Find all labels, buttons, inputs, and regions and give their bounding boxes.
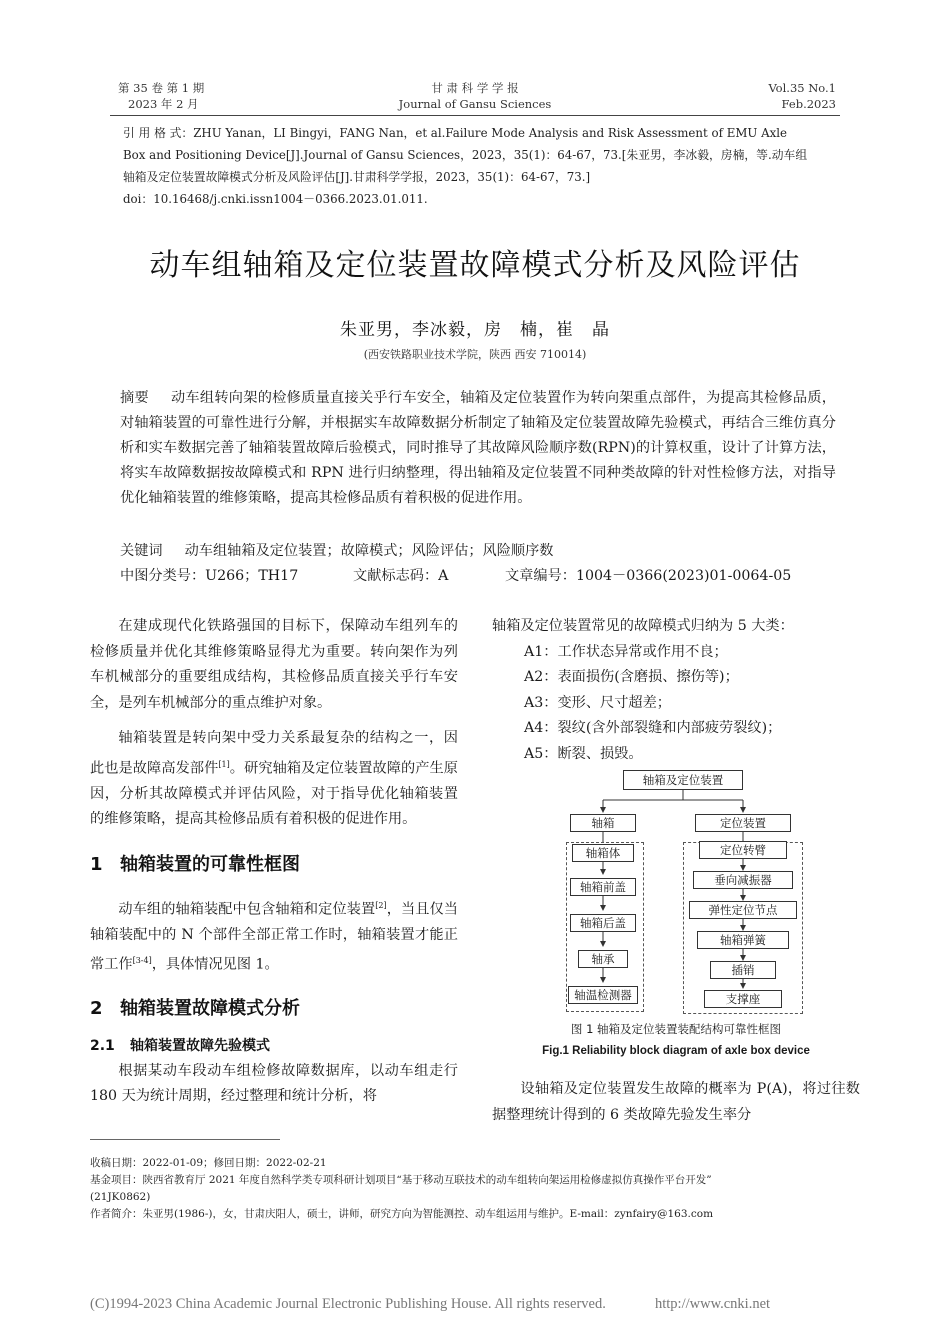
bearing-node: 轴承	[578, 950, 628, 968]
positioning-device-group	[683, 842, 803, 1014]
temperature-sensor-node: 轴温检测器	[568, 986, 638, 1004]
abstract-text: 动车组转向架的检修质量直接关乎行车安全，轴箱及定位装置作为转向架重点部件，为提高其检修品质，对轴箱装置的可靠性进行分解，并根据实车故障数据分析制定了轴箱及定位装置故障先验模式，再结合三维仿真分析和实车数据完善了轴箱装置故障后验模式，同时推导了其故障风险顺序数(RPN)的计算权重，设计了计算方法，将实车故障数据按故障模式和 RPN 进行归纳整理，得出轴箱及定位装置不同种类故障的针对性检修方法，对指导优化轴箱装置的维修策略，提高其检修品质有着积极的促进作用。	[120, 390, 836, 506]
abstract	[120, 386, 836, 511]
section-number: 2	[90, 997, 103, 1019]
vertical-damper-node: 垂向减振器	[693, 871, 793, 889]
issue-date-text: 2023 年 2 月	[128, 97, 199, 111]
axle-box-node: 轴箱	[570, 814, 636, 832]
paragraph-text: 动车组的轴箱装配中包含轴箱和定位装置	[118, 901, 376, 918]
journal-name-en: Journal of Gansu Sciences	[398, 97, 552, 111]
clc-number: 中图分类号：U266；TH17	[120, 568, 299, 584]
axle-box-rear-cover-node: 轴箱后盖	[570, 914, 636, 932]
failure-mode-item: A1：工作状态异常或作用不良；	[524, 643, 728, 660]
footnote-rule	[90, 1139, 280, 1140]
paragraph-text: ，当且仅当轴箱装配中的 N 个部件全部正常工作时，轴箱装置才能正常工作	[90, 901, 458, 974]
paragraph-text: ，具体情况见图 1。	[151, 957, 279, 974]
article-number: 文章编号：1004－0366(2023)01-0064-05	[505, 568, 792, 584]
subsection-heading	[90, 1033, 458, 1059]
reliability-block-diagram	[560, 768, 806, 1018]
fund-info: 基金项目：陕西省教育厅 2021 年度自然科学类专项科研计划项目“基于移动互联技术的动车组转向架运用检修虚拟仿真操作平台开发”	[90, 1174, 712, 1186]
keywords	[120, 539, 836, 563]
section-title: 轴箱装置的可靠性框图	[120, 853, 300, 875]
pin-node: 插销	[710, 961, 776, 979]
failure-mode-item: A4：裂纹(含外部裂缝和内部疲劳裂纹)；	[524, 720, 782, 736]
list-intro: 轴箱及定位装置常见的故障模式归纳为 5 大类：	[492, 618, 794, 634]
diagram-root-node: 轴箱及定位装置	[623, 770, 743, 790]
failure-mode-item: A3：变形、尺寸超差；	[524, 694, 671, 711]
affiliation: (西安铁路职业技术学院，陕西 西安 710014)	[363, 348, 587, 361]
positioning-device-node: 定位装置	[695, 814, 791, 832]
axle-box-body-node: 轴箱体	[572, 844, 634, 862]
keywords-label: 关键词	[120, 543, 163, 559]
keywords-text: 动车组轴箱及定位装置；故障模式；风险评估；风险顺序数	[184, 543, 554, 559]
intro-paragraph	[90, 726, 458, 833]
failure-mode-item: A5：断裂、损毁。	[524, 745, 643, 762]
paper-title: 动车组轴箱及定位装置故障模式分析及风险评估	[149, 248, 801, 283]
journal-volume-issue	[118, 80, 278, 112]
volume-en-text: Vol.35 No.1	[768, 81, 836, 95]
figure-caption-en: Fig.1 Reliability block diagram of axle box device	[542, 1045, 810, 1057]
positioning-arm-node: 定位转臂	[699, 841, 787, 859]
section-heading	[90, 851, 458, 879]
document-code: 文献标志码：A	[353, 568, 449, 584]
section-paragraph: 根据某动车段动车组检修故障数据库，以动车组走行 180 天为统计周期，经过整理和统计分析，将	[90, 1062, 458, 1105]
journal-name	[375, 80, 575, 112]
failure-mode-item: A2：表面损伤(含磨损、擦伤等)；	[524, 669, 739, 685]
abstract-label: 摘要	[120, 390, 149, 406]
header-rule	[110, 115, 840, 116]
date-en-text: Feb.2023	[781, 97, 836, 111]
authors: 朱亚男，李冰毅，房 楠，崔 晶	[340, 320, 610, 340]
subsection-number: 2.1	[90, 1037, 115, 1054]
reference-marker: [1]	[218, 759, 230, 769]
axle-box-spring-node: 轴箱弹簧	[697, 931, 789, 949]
section-heading	[90, 995, 458, 1023]
citation-block	[123, 122, 833, 210]
volume-issue-text: 第 35 卷 第 1 期	[118, 81, 205, 95]
citation-line: Box and Positioning Device[J].Journal of Gansu Sciences，2023，35(1)：64-67，73.[朱亚男，李冰毅，房楠，等.动车组	[123, 148, 808, 162]
journal-volume-en	[680, 80, 836, 112]
paragraph-text: 轴箱装置是转向架中受力关系最复杂的结构之一，因此也是故障高发部件	[90, 730, 458, 777]
subsection-title: 轴箱装置故障先验模式	[130, 1037, 270, 1054]
section-number: 1	[90, 853, 103, 875]
cnki-link[interactable]: http://www.cnki.net	[655, 1296, 771, 1312]
footnotes	[90, 1155, 860, 1223]
section-paragraph	[90, 893, 458, 979]
reference-marker: [3-4]	[132, 956, 152, 966]
intro-paragraph: 在建成现代化铁路强国的目标下，保障动车组列车的检修质量并优化其维修策略显得尤为重要。转向架作为列车机械部分的重要组成结构，其检修品质直接关乎行车安全，是列车机械部分的重点维护对象。	[90, 618, 458, 711]
axle-box-front-cover-node: 轴箱前盖	[570, 878, 636, 896]
right-column	[492, 614, 860, 767]
reference-marker: [2]	[375, 900, 387, 910]
citation-line: 引 用 格 式：ZHU Yanan，LI Bingyi，FANG Nan，et al.Failure Mode Analysis and Risk Assessment of EMU Axle	[123, 126, 788, 140]
right-column-continued	[492, 1077, 860, 1128]
support-seat-node: 支撑座	[704, 990, 782, 1008]
classification-line	[120, 564, 836, 588]
figure-caption-cn: 图 1 轴箱及定位装置装配结构可靠性框图	[570, 1022, 782, 1036]
received-dates: 收稿日期：2022-01-09；修回日期：2022-02-21	[90, 1157, 327, 1169]
author-bio: 作者简介：朱亚男(1986-)，女，甘肃庆阳人，硕士，讲师，研究方向为智能测控、动车组运用与维护。E-mail：zynfairy@163.com	[90, 1208, 714, 1220]
citation-line: 轴箱及定位装置故障模式分析及风险评估[J].甘肃科学学报，2023，35(1)：64-67，73.]	[123, 170, 591, 184]
section-title: 轴箱装置故障模式分析	[120, 997, 300, 1019]
journal-name-cn: 甘 肃 科 学 学 报	[431, 81, 519, 95]
section-paragraph: 设轴箱及定位装置发生故障的概率为 P(A)，将过往数据整理统计得到的 6 类故障先验发生率分	[492, 1081, 860, 1123]
paragraph-text: 。研究轴箱及定位装置故障的产生原因，分析其故障模式并评估风险，对于指导优化轴箱装置的维修策略，提高其检修品质有着积极的促进作用。	[90, 760, 458, 828]
doi: doi：10.16468/j.cnki.issn1004－0366.2023.01.011.	[123, 192, 428, 206]
copyright-notice: (C)1994-2023 China Academic Journal Electronic Publishing House. All rights reserved.	[90, 1296, 606, 1312]
fund-number: (21JK0862)	[90, 1191, 151, 1203]
elastic-positioning-node: 弹性定位节点	[689, 901, 797, 919]
left-column	[90, 614, 458, 1110]
